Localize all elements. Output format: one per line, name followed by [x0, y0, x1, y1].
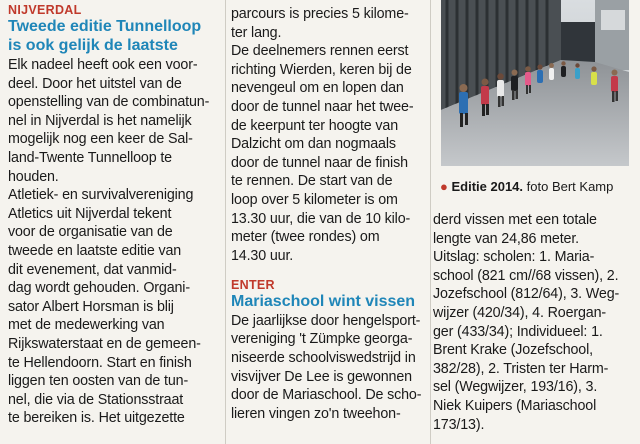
- body-line: Elk nadeel heeft ook een voor-: [8, 57, 198, 73]
- body-line: derd vissen met een totale: [433, 212, 597, 228]
- article-headline: [8, 18, 221, 55]
- column-divider: [430, 0, 431, 444]
- body-line: lieren vingen zo'n tweehon-: [231, 405, 401, 422]
- article-body: [8, 56, 221, 428]
- body-line: school (821 cm//68 vissen), 2.: [433, 267, 619, 284]
- article-headline: Mariaschool wint vissen: [231, 293, 416, 311]
- body-line: vereniging 't Zümpke georga-: [231, 331, 413, 348]
- body-line: Dalzicht om dan nogmaals: [231, 136, 396, 153]
- body-line: land-Twente Tunnelloop te: [8, 149, 172, 166]
- body-line: 173/13).: [433, 416, 485, 433]
- body-line: nel in Nijverdal is het namelijk: [8, 112, 192, 129]
- body-line: Atletiek- en survivalvereniging: [8, 187, 194, 204]
- headline-line: is ook gelijk de laatste: [8, 36, 178, 54]
- body-line: dag wordt gehouden. Organi-: [8, 280, 190, 297]
- section-label: ENTER: [231, 278, 275, 293]
- body-line: ter lang.: [231, 24, 282, 41]
- body-line: door de tunnel naar het twee-: [231, 98, 414, 115]
- article-mariaschool: [231, 277, 427, 423]
- body-line: voor de organisatie van de: [8, 224, 173, 241]
- body-line: parcours is precies 5 kilome-: [231, 6, 409, 22]
- body-line: richting Wierden, keren bij de: [231, 61, 412, 78]
- headline-line: Tweede editie Tunnelloop: [8, 18, 202, 35]
- article-body: [231, 5, 427, 265]
- body-line: liggen ten oosten van de tun-: [8, 373, 189, 390]
- body-line: met de medewerking van: [8, 317, 165, 334]
- body-line: niseerde schoolviswedstrijd in: [231, 350, 416, 366]
- body-line: mogelijk nog een keer de Sal-: [8, 131, 193, 148]
- body-line: 14.30 uur.: [231, 247, 294, 264]
- body-line: nel, die via de Stationsstraat: [8, 391, 184, 408]
- body-line: Atletics uit Nijverdal tekent: [8, 205, 172, 222]
- section-label: NIJVERDAL: [8, 3, 82, 17]
- body-line: De jaarlijkse door hengelsport-: [231, 312, 421, 329]
- body-line: door de tunnel naar de finish: [231, 154, 408, 171]
- body-line: De deelnemers rennen eerst: [231, 43, 409, 60]
- body-line: lengte van 24,86 meter.: [433, 230, 579, 247]
- body-line: openstelling van de combinatun-: [8, 94, 210, 111]
- body-line: Rijkswaterstaat en de gemeen-: [8, 335, 201, 352]
- body-line: 382/28), 2. Tristen ter Harm-: [433, 360, 609, 377]
- body-line: houden.: [8, 168, 59, 185]
- body-line: Niek Kuipers (Mariaschool: [433, 397, 597, 414]
- tunnel-run-photo: [441, 0, 629, 166]
- body-line: dit evenement, dat vanmid-: [8, 261, 177, 278]
- photo-caption: [440, 178, 613, 196]
- caption-credit: foto Bert Kamp: [526, 179, 614, 194]
- body-line: sel (Wegwijzer, 193/16), 3.: [433, 379, 598, 396]
- body-line: sator Albert Horsman is blij: [8, 298, 174, 315]
- article-mariaschool-continuation: [433, 211, 633, 434]
- body-line: Uitslag: scholen: 1. Maria-: [433, 249, 595, 266]
- body-line: te bereiken is. Het uitgezette: [8, 410, 185, 427]
- body-line: tweede en laatste editie van: [8, 242, 182, 259]
- body-line: Jozefschool (812/64), 3. Weg-: [433, 286, 620, 303]
- column-divider: [225, 0, 226, 444]
- body-line: wijzer (420/34), 4. Roergan-: [433, 304, 607, 321]
- body-line: nevengeul om en lopen dan: [231, 80, 404, 97]
- body-line: meter (twee rondes) om: [231, 229, 380, 246]
- article-continuation: [231, 5, 427, 423]
- body-line: te Hellendoorn. Start en finish: [8, 354, 192, 371]
- caption-title: Editie 2014.: [451, 179, 524, 194]
- body-line: loop over 5 kilometer is om: [231, 191, 398, 208]
- body-line: door de Mariaschool. De scho-: [231, 387, 422, 404]
- body-line: ger (433/34); Individueel: 1.: [433, 323, 603, 340]
- body-line: de keerpunt ter hoogte van: [231, 117, 398, 134]
- body-line: visvijver De Lee is gewonnen: [231, 368, 412, 385]
- body-line: Brent Krake (Jozefschool,: [433, 342, 593, 359]
- body-line: deel. Door het uitstel van de: [8, 75, 182, 92]
- body-line: 13.30 uur, die van de 10 kilo-: [231, 210, 411, 227]
- article-tunnelloop: [8, 2, 221, 428]
- caption-bullet-icon: ●: [440, 179, 448, 194]
- body-line: te rennen. De start van de: [231, 173, 393, 190]
